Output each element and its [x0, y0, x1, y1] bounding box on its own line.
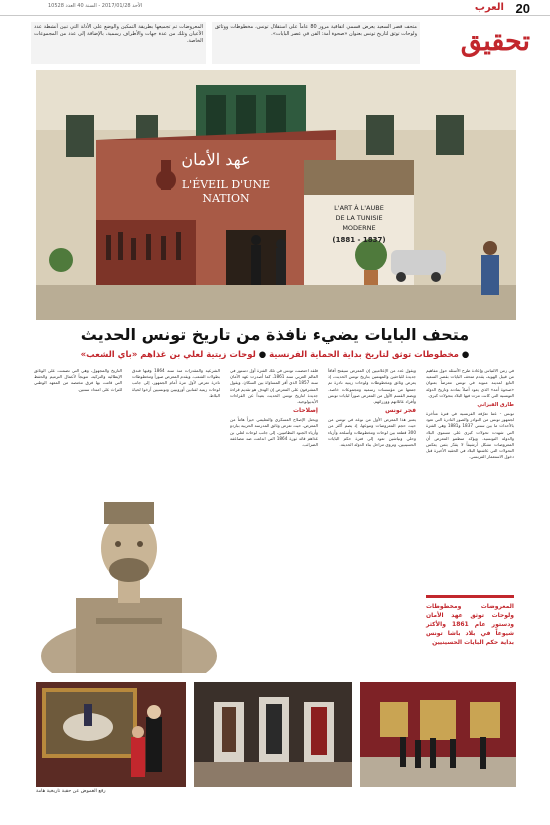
pull-quote: المعروضات ومخطوطات ولوحات توثق عهد الأمان ودستور عام 1861 والأكثر شيوعاً في بلاد باشا تونس بداية حكم البايات الحسينيين	[426, 595, 514, 675]
teaser-1: متحف قصر السعيد يعرض قسمي اتفاقية مرور 80 عاماً على استقلال تونس، مخطوطات ووثائق ولوحات توثق لتاريخ تونس بعنوان «صحوة أمة: الفن في عصر البايات».	[212, 22, 420, 64]
paragraph: ويحتل الإصلاح العسكري والتعليمي حيزاً هاماً من المعرض، حيث تعرض وثائق المدرسة الحربية بباردو وأزياء الجنود النظاميين، إلى جانب لوحات لعلي بن غذاهم قائد ثورة 1864 التي اندلعت ضد مضاعفة الضرائب.	[230, 417, 318, 448]
masthead	[0, 0, 550, 16]
portrait-image	[36, 478, 222, 673]
subhead	[36, 348, 514, 362]
subheading: إصلاحات	[292, 407, 318, 415]
column-5	[34, 368, 122, 478]
byline: طارق القيزاني	[477, 402, 514, 409]
photo-caption: رفع الغموض عن حقبة تاريخية هامة	[36, 789, 106, 794]
bullet-icon: ●	[258, 350, 267, 360]
column-2	[328, 368, 416, 673]
column-3	[230, 368, 318, 673]
paragraph: الشرعية والمقدرات منذ سنة 1864 وفيها فندق بطولات الشعب. ويقدم المعرض صوراً ومخطوطات نادرة تعرض لأول مرة أمام الجمهور، إلى جانب لوحات زيتية لفنانين أوروبيين وتونسيين أرخوا لحياة البلاط.	[132, 368, 220, 398]
headline: متحف البايات يضيء نافذة من تاريخ تونس الحديث	[80, 325, 470, 344]
photo-costumes	[194, 682, 352, 787]
issue-line: الأحد 2017/01/28 - السنة 40 العدد 10528	[48, 3, 143, 9]
hero-photo	[36, 70, 516, 320]
page-number: 20	[515, 1, 530, 16]
bullet-icon: ●	[461, 350, 470, 360]
banner-script: عهد الأمان	[181, 150, 251, 169]
lower-dates: (1837 - 1881)	[332, 236, 386, 244]
section-label: تحقيق	[460, 26, 530, 57]
subhead-part-1: مخطوطات توثق لتاريخ بداية الحماية الفرنسية	[269, 350, 459, 360]
lower-line-1: L'ART À L'AUBE	[334, 204, 384, 212]
paragraph: يعتبر هذا المعرض الأول من نوعه في تونس من حيث حجم المعروضات وتنوعها، إذ يضم أكثر من 300 قطعة بين لوحات ومخطوطات وأسلحة وأزياء وحلي ونياشين تعود إلى فترة حكم البايات الحسينيين، وتروي مراحل بناء الدولة الحديثة.	[328, 417, 416, 448]
paragraph: فلقد احتضنت تونس في تلك الفترة أول دستور في العالم العربي سنة 1861، كما أصدرت عهد الأمان سنة 1857 الذي أقر المساواة بين السكان. ويقول المشرفون على المعرض إن الهدف هو تقديم قراءة جديدة لتاريخ تونس الحديث بعيداً عن القراءات الأيديولوجية.	[230, 368, 318, 405]
paper-name: العرب	[474, 2, 504, 13]
intro-paragraph: في زمن الالتباس وإعادة طرح الأسئلة حول مفاهيم من قبيل الهوية، يقدم متحف البايات بقصر السعيد التابع لمدينة منوبة في تونس معرضاً بعنوان «صحوة أمة» الذي يعود أصلاً بمادته وتاريخ الدولة التونسية التي كانت مرت فيها البلاد بتحولات كبرى.	[426, 368, 514, 398]
column-4	[132, 368, 220, 478]
photo-gallery	[360, 682, 516, 787]
photo-painting	[36, 682, 186, 787]
paragraph: تونس - عما تعرّفه الفرنسية في فترة متأخرة لجمهور تونس من النوادر والصور النادرة التي تعود بالأحداث ما بين سنتي 1837 و1881 وهي الفترة التي شهدت تحولات كبرى على مستوى البلاد والدولة التونسية. ويؤكد منظمو المعرض أن المعروضات تشكل أرشيفاً لا يقدّر بثمن يعكس التحولات التي عاشتها البلاد في الحقبة الأخيرة قبل دخول الاستعمار الفرنسي.	[426, 411, 514, 460]
teaser-2: المعروضات تم تجميعها بطريقة التمكين والوضع على الأدلة التي تبين أنشطة عدد الأعيان وتلك من عدة جهات والأطراف رسمية، بالإضافة إلى عدد من المجموعات الخاصة.	[31, 22, 206, 64]
subhead-part-2: لوحات زيتية لعلي بن غذاهم «باي الشعب»	[80, 350, 256, 360]
lower-line-3: MODERNE	[342, 224, 376, 232]
paragraph: التاريخ والمجهول، وهي التي تضمنت على الوثائق الإيطالية والتركية، تتويجاً لأعمال الترميم والحفظ التي قامت بها فرق مختصة من المعهد الوطني للتراث على امتداد سنتين.	[34, 368, 122, 392]
subheading: فجر تونس	[385, 407, 416, 415]
banner-line-2: NATION	[202, 192, 250, 205]
lower-line-2: DE LA TUNISIE	[335, 214, 383, 222]
banner-line-1: L'ÉVEIL D'UNE	[181, 178, 271, 191]
paragraph: ويقول عدد من الإعلاميين إن المعرض سيفتح آفاقاً جديدة للباحثين والمهتمين بتاريخ تونس الحديث، إذ يعرض وثائق ومخطوطات ولوحات زيتية نادرة تم جمعها من مؤسسات رسمية ومجموعات خاصة. ويضم القسم الأول من المعرض صوراً لبايات تونس وأفراد عائلاتهم ووزرائهم.	[328, 368, 416, 405]
